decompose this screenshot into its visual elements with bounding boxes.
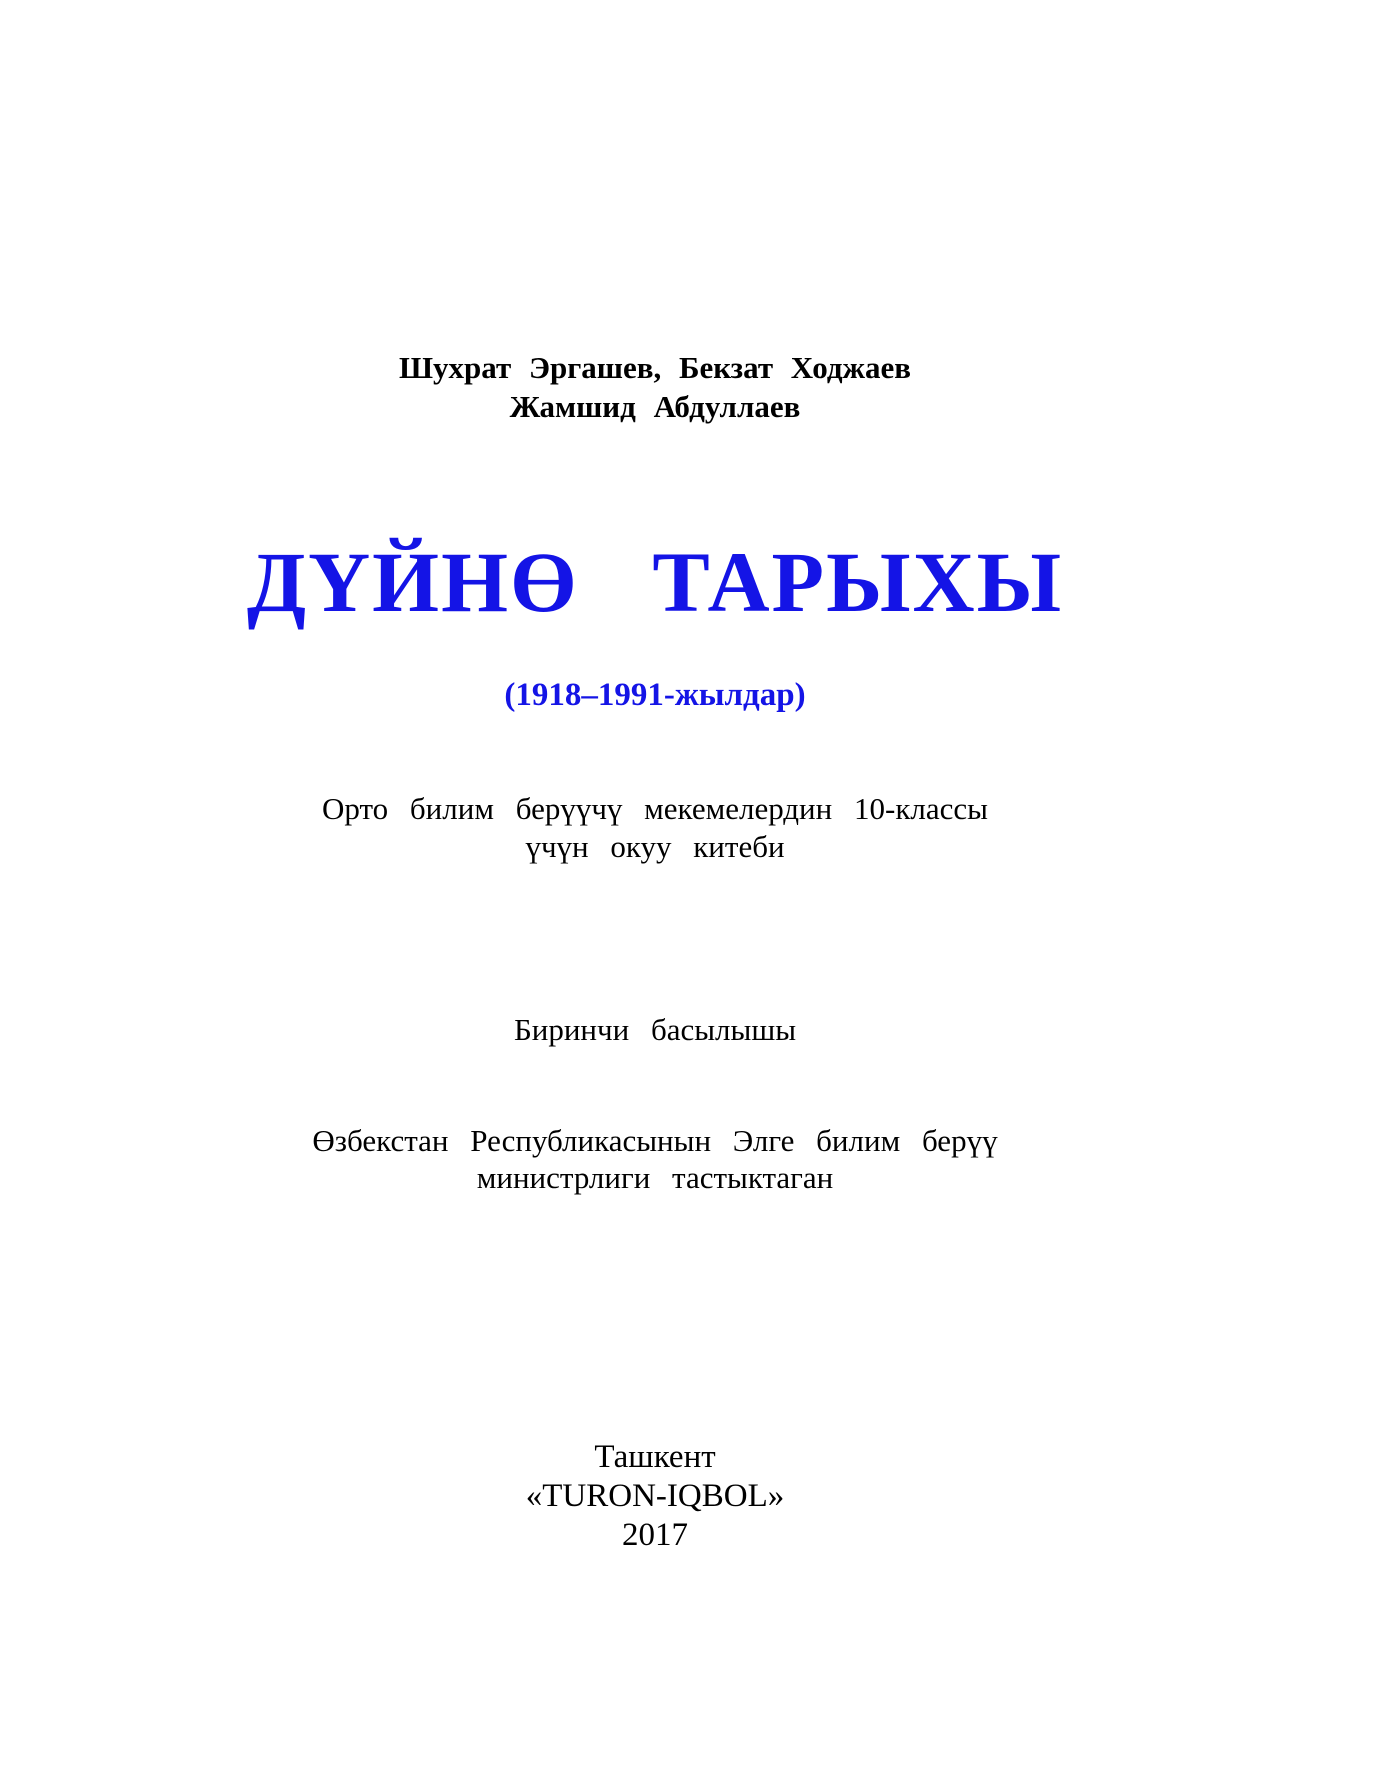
approval-line-2: министрлиги тастыктаган — [476, 1160, 834, 1195]
imprint-city: Ташкент — [594, 1439, 716, 1475]
authors-line-2: Жамшид Абдуллаев — [509, 389, 801, 424]
approval-line-1: Өзбекстан Республикасынын Элге билим берүү — [312, 1123, 998, 1158]
imprint-publisher: «TURON-IQBOL» — [525, 1478, 785, 1514]
book-subtitle-years: (1918–1991-жылдар) — [504, 677, 806, 713]
edition-note: Биринчи басылышы — [513, 1012, 797, 1047]
imprint-year: 2017 — [622, 1517, 688, 1553]
authors-line-1: Шухрат Эргашев, Бекзат Ходжаев — [398, 350, 911, 385]
description-line-1: Орто билим берүүчү мекемелердин 10-классы — [322, 791, 988, 826]
description-line-2: үчүн окуу китеби — [525, 829, 785, 864]
book-title: ДҮЙНӨ ТАРЫХЫ — [246, 534, 1064, 630]
